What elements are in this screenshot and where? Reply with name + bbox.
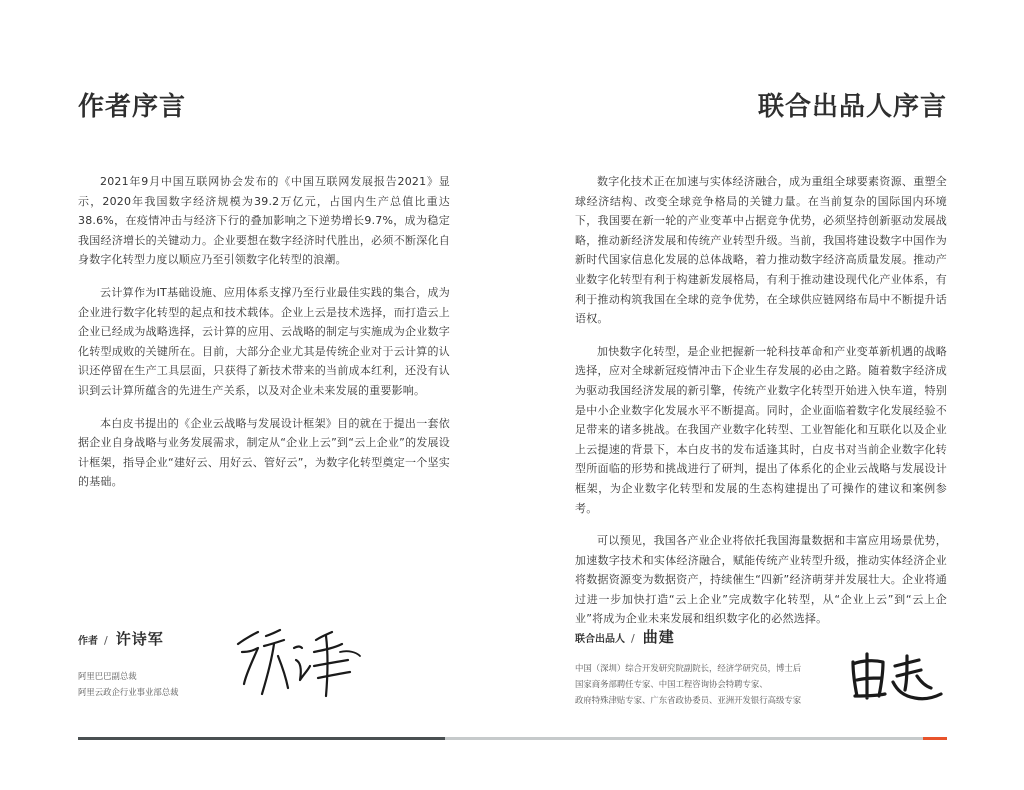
coproducer-preface-body (575, 172, 947, 642)
coproducer-title-line: 中国（深圳）综合开发研究院副院长，经济学研究员，博士后 (575, 663, 802, 673)
paragraph: 数字化技术正在加速与实体经济融合，成为重组全球要素资源、重塑全球经济结构、改变全球竞争格局的关键力量。在当前复杂的国际国内环境下，我国要在新一轮的产业变革中占据竞争优势，必须坚持创新驱动发展战略，推动新经济发展和传统产业转型升级。当前，我国将建设数字中国作为新时代国家信息化发展的总体战略，着力推动数字经济高质量发展。推动产业数字化转型有利于构建新发展格局，有利于推动建设现代化产业体系，有利于推动构筑我国在全球的竞争优势，在全球供应链网络布局中不断提升话语权。 (575, 175, 947, 326)
coproducer-byline (575, 626, 947, 648)
paragraph: 加快数字化转型，是企业把握新一轮科技革命和产业变革新机遇的战略选择，应对全球新冠疫情冲击下企业生存发展的必由之路。随着数字经济成为驱动我国经济发展的新引擎，传统产业数字化转型开始进入快车道，特别是中小企业数字化发展水平不断提高。同时，企业面临着数字化发展经验不足带来的诸多挑战。在我国产业数字化转型、工业智能化和互联化以及企业上云提速的背景下，本白皮书的发布适逢其时，白皮书对当前企业数字化转型所面临的形势和挑战进行了研判，提出了体系化的企业云战略与发展设计框架，为企业数字化转型和发展的生态构建提出了可操作的建议和案例参考。 (575, 344, 947, 515)
handwritten-signature-icon (845, 646, 945, 706)
byline-separator: / (631, 632, 635, 645)
author-name: 许诗军 (115, 630, 164, 648)
author-title-line: 阿里云政企行业事业部总裁 (78, 687, 179, 697)
coproducer-role-label: 联合出品人 (575, 634, 625, 645)
coproducer-title-line: 国家商务部聘任专家、中国工程咨询协会特聘专家、 (575, 679, 768, 689)
paragraph: 本白皮书提出的《企业云战略与发展设计框架》目的就在于提出一套依据企业自身战略与业务发展需求，制定从“企业上云”到“云上企业”的发展设计框架，指导企业“建好云、用好云、管好云”，为数字化转型奠定一个坚实的基础。 (78, 416, 450, 489)
footer-rule (78, 737, 947, 740)
coproducer-preface-heading: 联合出品人序言 (757, 92, 947, 122)
paragraph: 云计算作为IT基础设施、应用体系支撑乃至行业最佳实践的集合，成为企业进行数字化转型的起点和技术载体。企业上云是技术选择，而打造云上企业已经成为战略选择，云计算的应用、云战略的制定与实施成为企业数字化转型成败的关键所在。目前，大部分企业尤其是传统企业对于云计算的认识还停留在生产工具层面，只获得了新技术带来的当前成本红利，还没有认识到云计算所蕴含的先进生产关系，以及对企业未来发展的重要影响。 (78, 285, 450, 397)
author-preface-heading: 作者序言 (78, 92, 187, 122)
author-preface-body (78, 172, 450, 505)
author-title-line: 阿里巴巴副总裁 (78, 671, 137, 681)
coproducer-name: 曲建 (642, 628, 675, 646)
handwritten-signature-icon (228, 622, 368, 702)
author-role-label: 作者 (78, 636, 98, 647)
author-signature-block (78, 628, 450, 700)
footer-rule-dark-segment (78, 737, 445, 740)
paragraph: 可以预见，我国各产业企业将依托我国海量数据和丰富应用场景优势，加速数字技术和实体经济融合，赋能传统产业转型升级，推动实体经济企业将数据资源变为数据资产，持续催生“四新”经济萌芽并发展壮大。企业将通过进一步加快打造“云上企业”完成数字化转型，从“企业上云”到“云上企业”将成为企业未来发展和组织数字化的必然选择。 (575, 534, 947, 626)
footer-rule-light-segment (445, 737, 923, 740)
byline-separator: / (104, 634, 108, 647)
coproducer-signature-block (575, 626, 947, 708)
paragraph: 2021年9月中国互联网协会发布的《中国互联网发展报告2021》显示，2020年我国数字经济规模为39.2万亿元，占国内生产总值比重达38.6%，在疫情冲击与经济下行的叠加影响之下逆势增长9.7%，成为稳定我国经济增长的关键动力。企业要想在数字经济时代胜出，必须不断深化自身数字化转型力度以顺应乃至引领数字化转型的浪潮。 (78, 175, 450, 267)
footer-rule-accent-segment (923, 737, 947, 740)
coproducer-title-line: 政府特殊津贴专家、广东省政协委员、亚洲开发银行高级专家 (575, 695, 802, 705)
